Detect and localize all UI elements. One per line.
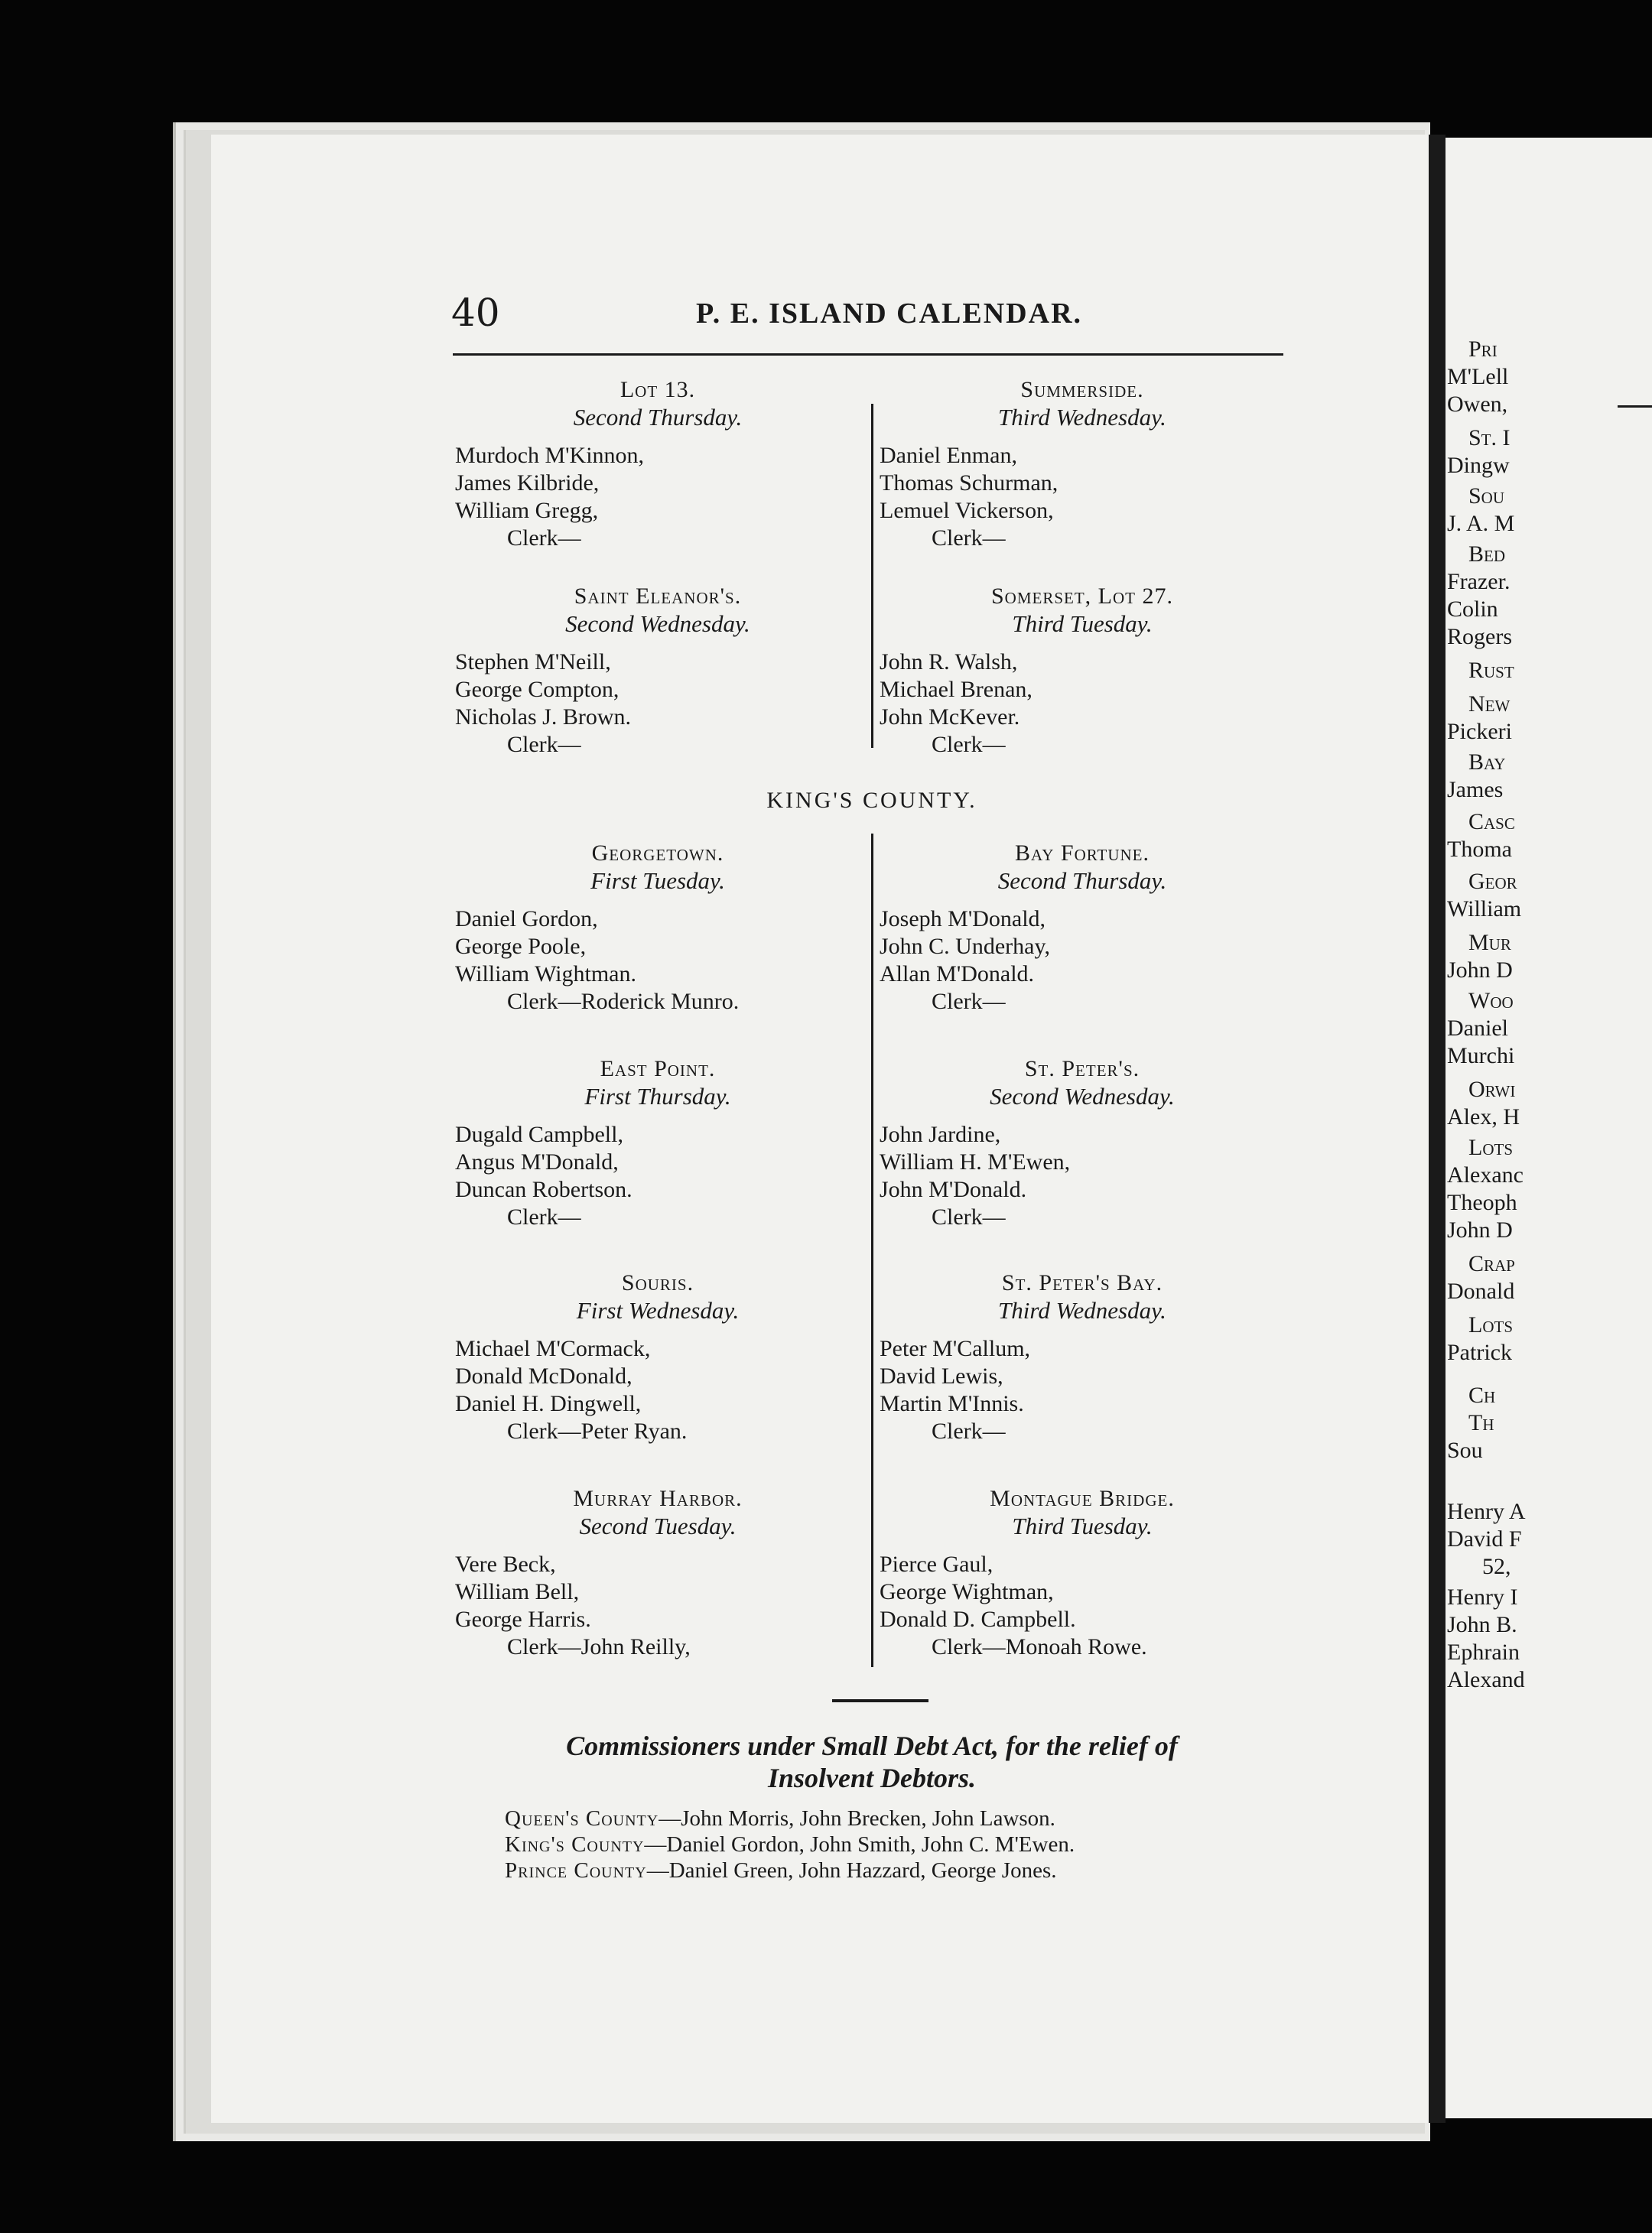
kings-right-district-clerk: Clerk—Monoah Rowe.	[932, 1634, 1147, 1659]
facing-page-text: Orwi	[1468, 1077, 1516, 1102]
facing-page-text: J. A. M	[1447, 511, 1515, 536]
left-district-member: Stephen M'Neill,	[455, 649, 611, 674]
facing-page-text: Henry A	[1447, 1499, 1526, 1524]
right-district-member: John R. Walsh,	[880, 649, 1018, 674]
kings-left-district-heading: Georgetown.	[591, 840, 724, 866]
facing-page-text: David F	[1447, 1526, 1522, 1552]
kings-right-district-clerk: Clerk—	[932, 989, 1006, 1014]
facing-page-text: William	[1447, 896, 1522, 921]
kings-left-district-member: George Harris.	[455, 1607, 591, 1632]
left-district-clerk: Clerk—	[507, 525, 581, 551]
book-gutter	[1429, 135, 1446, 2123]
kings-right-district-member: Peter M'Callum,	[880, 1336, 1031, 1361]
left-district-member: George Compton,	[455, 677, 620, 702]
facing-page-text: Ephrain	[1447, 1640, 1520, 1665]
kings-right-district-heading: Bay Fortune.	[1015, 840, 1150, 866]
right-district-block	[880, 583, 1285, 759]
facing-page-rule	[1618, 405, 1652, 408]
kings-right-district-meeting-day: Second Thursday.	[997, 867, 1167, 894]
left-district-heading: Saint Eleanor's.	[574, 583, 742, 609]
kings-left-district-member: Michael M'Cormack,	[455, 1336, 651, 1361]
kings-right-district-member: John C. Underhay,	[880, 934, 1051, 959]
facing-page-text: Alexanc	[1447, 1162, 1524, 1188]
kings-left-district-meeting-day: First Wednesday.	[576, 1297, 740, 1324]
running-head: P. E. ISLAND CALENDAR.	[696, 297, 1083, 330]
kings-left-district-member: Donald McDonald,	[455, 1364, 633, 1389]
facing-page-text: Murchi	[1447, 1043, 1515, 1068]
facing-page-text: Casc	[1468, 809, 1515, 834]
kings-left-district-member: Angus M'Donald,	[455, 1149, 619, 1175]
kings-left-district-block	[455, 1055, 860, 1231]
kings-right-district-member: John Jardine,	[880, 1122, 1001, 1147]
kings-left-district-meeting-day: Second Tuesday.	[579, 1513, 737, 1539]
kings-right-district-meeting-day: Third Tuesday.	[1012, 1513, 1153, 1539]
facing-page-text: Alexand	[1447, 1667, 1525, 1692]
facing-page-text: Geor	[1468, 869, 1517, 894]
facing-page-text: John B.	[1447, 1612, 1517, 1637]
commissioner-county: Queen's County	[505, 1806, 659, 1831]
kings-left-district-block	[455, 1485, 860, 1661]
kings-left-district-meeting-day: First Thursday.	[584, 1083, 731, 1110]
county-heading: KING'S COUNTY.	[766, 788, 977, 813]
kings-right-district-member: Martin M'Innis.	[880, 1391, 1024, 1416]
kings-right-district-meeting-day: Second Wednesday.	[990, 1083, 1175, 1110]
facing-page-text: Crap	[1468, 1251, 1515, 1276]
left-district-meeting-day: Second Wednesday.	[565, 610, 750, 637]
right-district-meeting-day: Third Tuesday.	[1012, 610, 1153, 637]
facing-page-text: Rogers	[1447, 624, 1512, 649]
right-district-clerk: Clerk—	[932, 525, 1006, 551]
left-district-meeting-day: Second Thursday.	[573, 404, 743, 431]
kings-left-district-member: George Poole,	[455, 934, 587, 959]
facing-page-text: Sou	[1468, 483, 1505, 509]
kings-left-district-block	[455, 840, 860, 1016]
commissioners-title-line2: Insolvent Debtors.	[767, 1763, 977, 1793]
kings-right-district-heading: St. Peter's Bay.	[1001, 1270, 1163, 1295]
facing-page	[1446, 138, 1652, 2118]
kings-left-district-clerk: Clerk—Peter Ryan.	[507, 1419, 688, 1444]
column-divider-bottom	[871, 834, 873, 1667]
right-district-member: Michael Brenan,	[880, 677, 1032, 702]
right-district-clerk: Clerk—	[932, 732, 1006, 757]
commissioner-line	[505, 1858, 1057, 1884]
facing-page-text: Mur	[1468, 930, 1511, 955]
facing-page-text: Thoma	[1447, 837, 1512, 862]
facing-page-text: Daniel	[1447, 1016, 1508, 1041]
kings-left-district-block	[455, 1269, 860, 1445]
facing-page-text: Frazer.	[1447, 569, 1511, 594]
commissioners-title	[489, 1730, 1254, 1794]
right-district-member: Daniel Enman,	[880, 443, 1017, 468]
right-district-heading: Summerside.	[1020, 377, 1144, 402]
commissioner-names: —Daniel Green, John Hazzard, George Jones.	[646, 1858, 1057, 1883]
facing-page-text: Pickeri	[1447, 719, 1512, 744]
facing-page-text: New	[1468, 691, 1511, 717]
column-divider-top	[871, 404, 873, 748]
facing-page-text: Th	[1468, 1410, 1494, 1435]
kings-right-district-heading: Montague Bridge.	[990, 1486, 1175, 1511]
facing-page-text: Bay	[1468, 749, 1506, 775]
kings-left-district-member: Dugald Campbell,	[455, 1122, 623, 1147]
facing-page-text: Woo	[1468, 988, 1514, 1013]
facing-page-text: John D	[1447, 1217, 1513, 1243]
facing-page-text: Patrick	[1447, 1340, 1512, 1365]
kings-left-district-meeting-day: First Tuesday.	[590, 867, 725, 894]
left-district-member: James Kilbride,	[455, 470, 600, 496]
kings-left-district-member: William Bell,	[455, 1579, 580, 1604]
kings-left-district-clerk: Clerk—John Reilly,	[507, 1634, 691, 1659]
facing-page-text: Ch	[1468, 1383, 1496, 1408]
commissioner-county: King's County	[505, 1832, 645, 1857]
kings-right-district-block	[880, 1055, 1285, 1231]
left-district-member: William Gregg,	[455, 498, 599, 523]
kings-left-district-member: Daniel Gordon,	[455, 906, 598, 931]
kings-left-district-clerk: Clerk—Roderick Munro.	[507, 989, 740, 1014]
section-rule	[832, 1699, 928, 1702]
facing-page-text: John D	[1447, 957, 1513, 983]
facing-page-text: Rust	[1468, 658, 1514, 683]
commissioner-county: Prince County	[505, 1858, 647, 1883]
left-district-block	[455, 376, 860, 552]
facing-page-text: Colin	[1447, 596, 1498, 622]
facing-page-text: Henry I	[1447, 1585, 1518, 1610]
commissioner-names: —Daniel Gordon, John Smith, John C. M'Ewen.	[644, 1832, 1075, 1857]
kings-left-district-member: William Wightman.	[455, 961, 636, 986]
commissioner-names: —John Morris, John Brecken, John Lawson.	[659, 1806, 1055, 1831]
left-district-clerk: Clerk—	[507, 732, 581, 757]
right-district-member: Lemuel Vickerson,	[880, 498, 1054, 523]
facing-page-text: Alex, H	[1447, 1104, 1520, 1130]
facing-page-text: Lots	[1468, 1312, 1513, 1338]
kings-right-district-member: David Lewis,	[880, 1364, 1003, 1389]
kings-right-district-clerk: Clerk—	[932, 1204, 1006, 1230]
facing-page-text: M'Lell	[1447, 364, 1509, 389]
kings-right-district-member: Donald D. Campbell.	[880, 1607, 1076, 1632]
right-district-member: Thomas Schurman,	[880, 470, 1059, 496]
facing-page-text: Sou	[1447, 1438, 1483, 1463]
left-district-member: Murdoch M'Kinnon,	[455, 443, 645, 468]
page-number: 40	[451, 291, 500, 335]
kings-left-district-heading: Murray Harbor.	[573, 1486, 743, 1511]
kings-left-district-heading: East Point.	[600, 1056, 716, 1081]
kings-left-district-member: Daniel H. Dingwell,	[455, 1391, 642, 1416]
kings-right-district-block	[880, 840, 1285, 1016]
kings-left-district-clerk: Clerk—	[507, 1204, 581, 1230]
kings-right-district-block	[880, 1485, 1285, 1661]
right-district-meeting-day: Third Wednesday.	[998, 404, 1166, 431]
kings-right-district-meeting-day: Third Wednesday.	[998, 1297, 1166, 1324]
facing-page-text: Lots	[1468, 1135, 1513, 1160]
commissioner-line	[505, 1832, 1075, 1858]
kings-right-district-clerk: Clerk—	[932, 1419, 1006, 1444]
facing-page-text: 52,	[1482, 1554, 1511, 1579]
facing-page-text: St. I	[1468, 425, 1511, 450]
kings-right-district-block	[880, 1269, 1285, 1445]
kings-right-district-member: George Wightman,	[880, 1579, 1054, 1604]
kings-left-district-member: Vere Beck,	[455, 1552, 556, 1577]
kings-left-district-member: Duncan Robertson.	[455, 1177, 633, 1202]
kings-right-district-member: Allan M'Donald.	[880, 961, 1035, 986]
commissioner-line	[505, 1806, 1055, 1832]
kings-right-district-member: John M'Donald.	[880, 1177, 1027, 1202]
facing-page-text: Theoph	[1447, 1190, 1517, 1215]
facing-page-text: Dingw	[1447, 453, 1510, 478]
facing-page-text: Bed	[1468, 541, 1506, 567]
right-district-heading: Somerset, Lot 27.	[990, 583, 1173, 609]
commissioners-title-line1: Commissioners under Small Debt Act, for the relief of	[566, 1731, 1178, 1761]
header-rule	[453, 353, 1283, 356]
left-district-member: Nicholas J. Brown.	[455, 704, 631, 730]
kings-right-district-member: Pierce Gaul,	[880, 1552, 993, 1577]
kings-left-district-heading: Souris.	[621, 1270, 694, 1295]
facing-page-text: Donald	[1447, 1279, 1515, 1304]
right-district-member: John McKever.	[880, 704, 1020, 730]
facing-page-text: Owen,	[1447, 392, 1508, 417]
page-header	[451, 291, 1285, 344]
left-district-block	[455, 583, 860, 759]
facing-page-text: James	[1447, 777, 1504, 802]
kings-right-district-heading: St. Peter's.	[1024, 1056, 1140, 1081]
kings-right-district-member: Joseph M'Donald,	[880, 906, 1046, 931]
right-district-block	[880, 376, 1285, 552]
facing-page-text: Pri	[1468, 336, 1498, 362]
kings-right-district-member: William H. M'Ewen,	[880, 1149, 1071, 1175]
left-district-heading: Lot 13.	[620, 377, 696, 402]
